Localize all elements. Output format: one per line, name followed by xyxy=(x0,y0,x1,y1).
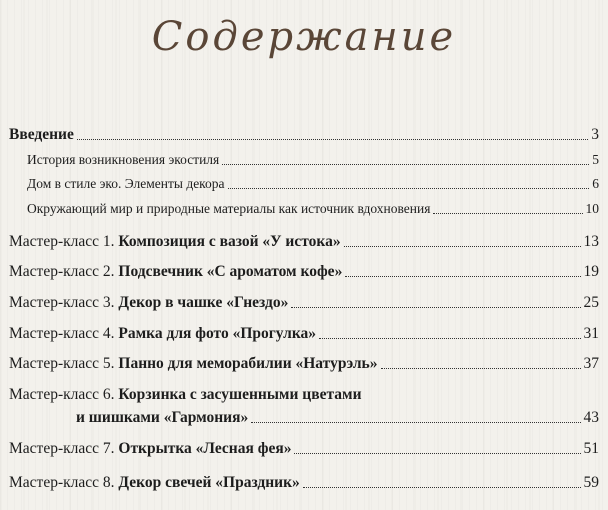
toc-entry xyxy=(9,440,599,458)
toc-prefix: Мастер-класс 1. xyxy=(9,233,115,250)
toc-label xyxy=(9,294,288,312)
toc-page-number: 31 xyxy=(583,325,599,342)
toc-entry xyxy=(9,233,599,251)
toc-prefix: Мастер-класс 7. xyxy=(9,440,115,457)
toc-entry xyxy=(27,175,599,193)
toc-page-number: 6 xyxy=(592,176,599,191)
toc-label: История возникновения экостиля xyxy=(27,152,220,167)
toc-title-continued: и шишками «Гармония» xyxy=(76,409,249,426)
toc-prefix: Мастер-класс 2. xyxy=(9,263,115,280)
toc-title: Подсвечник «С ароматом кофе» xyxy=(118,263,343,280)
toc-page-number: 25 xyxy=(583,294,599,311)
toc-title: Открытка «Лесная фея» xyxy=(118,440,292,457)
toc-label xyxy=(9,233,341,251)
toc-page-number: 59 xyxy=(583,474,599,491)
toc-page-number: 3 xyxy=(591,126,599,143)
toc-prefix: Мастер-класс 6. xyxy=(9,386,115,403)
dot-leader xyxy=(433,213,582,214)
dot-leader xyxy=(291,307,580,308)
toc-entry xyxy=(9,263,599,281)
toc-title: Рамка для фото «Прогулка» xyxy=(118,325,317,342)
toc-label: Дом в стиле эко. Элементы декора xyxy=(27,176,225,191)
dot-leader xyxy=(344,246,581,247)
toc-page-number: 51 xyxy=(583,440,599,457)
dot-leader xyxy=(303,487,581,488)
toc-entry xyxy=(9,294,599,312)
toc-title: Панно для меморабилии «Натурэль» xyxy=(118,355,378,372)
toc-prefix: Мастер-класс 4. xyxy=(9,325,115,342)
toc-entry-first-line xyxy=(9,386,599,404)
toc-title: Корзинка с засушенными цветами xyxy=(118,386,362,403)
toc-title: Композиция с вазой «У истока» xyxy=(118,233,341,250)
toc-prefix: Мастер-класс 3. xyxy=(9,294,115,311)
toc-page-number: 13 xyxy=(583,233,599,250)
toc-label xyxy=(9,263,342,281)
dot-leader xyxy=(345,276,580,277)
toc-label xyxy=(9,440,291,458)
toc-label xyxy=(9,474,300,492)
toc-prefix: Мастер-класс 5. xyxy=(9,355,115,372)
dot-leader xyxy=(319,338,580,339)
toc-page-number: 19 xyxy=(583,263,599,280)
toc-title: Декор свечей «Праздник» xyxy=(118,474,300,491)
toc-label xyxy=(9,386,362,404)
toc-entry xyxy=(9,474,599,492)
dot-leader xyxy=(77,139,588,140)
toc-entry xyxy=(9,126,599,144)
toc-entry xyxy=(27,200,599,218)
dot-leader xyxy=(228,188,590,189)
toc-label xyxy=(9,325,316,343)
toc-title: Декор в чашке «Гнездо» xyxy=(118,294,289,311)
page-title: Содержание xyxy=(151,14,457,60)
toc-entry xyxy=(76,409,599,427)
toc-page-number: 5 xyxy=(592,152,599,167)
toc-label xyxy=(9,355,378,373)
toc-entry xyxy=(27,151,599,169)
dot-leader xyxy=(294,453,580,454)
toc-prefix: Мастер-класс 8. xyxy=(9,474,115,491)
toc-label-continued xyxy=(76,409,248,427)
toc-page-number: 43 xyxy=(583,409,599,426)
toc-entry xyxy=(9,325,599,343)
dot-leader xyxy=(381,368,581,369)
toc-page-number: 37 xyxy=(583,355,599,372)
toc-label: Введение xyxy=(9,126,74,143)
toc-entry xyxy=(9,355,599,373)
dot-leader xyxy=(251,422,580,423)
toc-page-number: 10 xyxy=(585,201,599,216)
dot-leader xyxy=(222,164,589,165)
toc-label: Окружающий мир и природные материалы как источник вдохновения xyxy=(27,201,431,216)
